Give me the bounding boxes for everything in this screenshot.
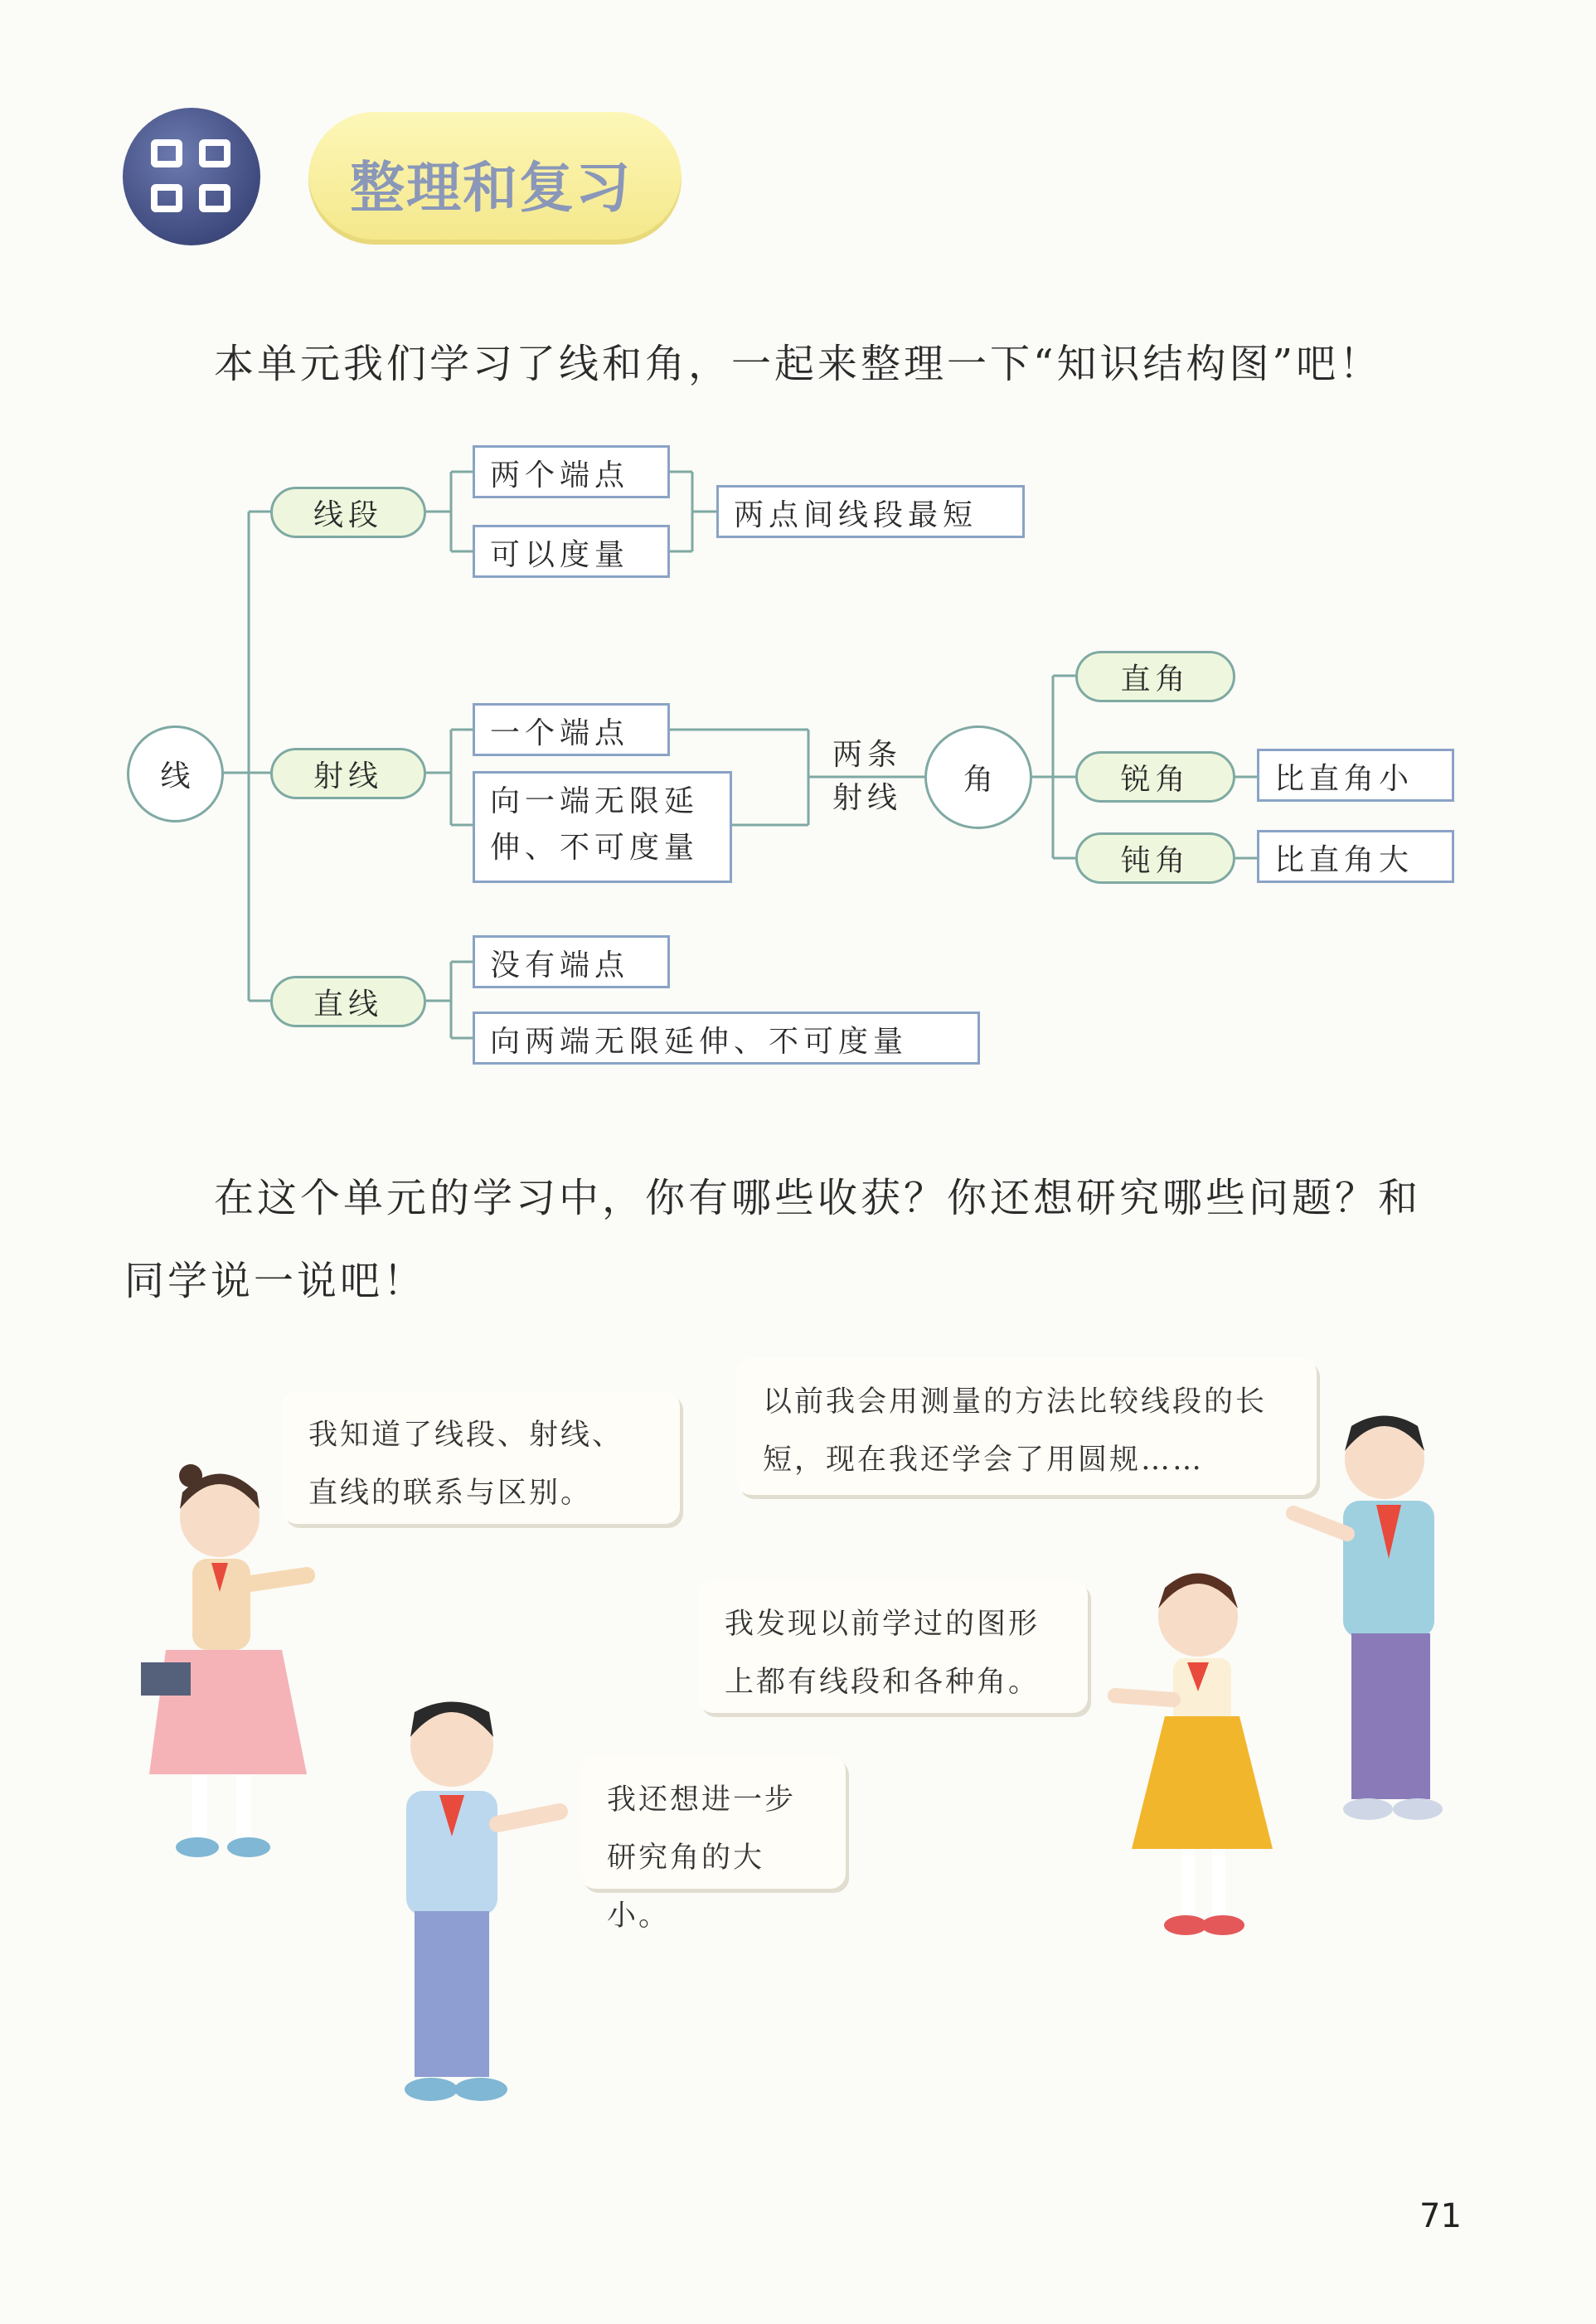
student-boy-right-illustration — [1277, 1401, 1476, 1832]
node-segment: 线段 — [270, 487, 426, 538]
diagram-connectors — [0, 0, 1596, 1094]
node-obtuse-angle: 钝角 — [1075, 832, 1235, 884]
student-girl-left-illustration — [133, 1459, 348, 1890]
acute-angle-note: 比直角小 — [1257, 749, 1454, 802]
line-prop-2: 向两端无限延伸、不可度量 — [473, 1012, 980, 1065]
node-acute-angle: 锐角 — [1075, 751, 1235, 803]
student-boy-middle-illustration — [381, 1683, 580, 2131]
speech-bubble-2: 以前我会用测量的方法比较线段的长短，现在我还学会了用圆规…… — [736, 1358, 1317, 1495]
segment-prop-2: 可以度量 — [473, 525, 670, 578]
intro-text: 本单元我们学习了线和角，一起来整理一下“知识结构图”吧！ — [214, 341, 1383, 387]
speech-bubble-1: 我知道了线段、射线、直线的联系与区别。 — [282, 1391, 680, 1524]
node-ray: 射线 — [270, 748, 426, 799]
node-straight-line: 直线 — [270, 976, 426, 1027]
ray-prop-1: 一个端点 — [473, 703, 670, 756]
ray-prop-2: 向一端无限延伸、不可度量 — [473, 771, 732, 883]
obtuse-angle-note: 比直角大 — [1257, 830, 1454, 883]
segment-prop-1: 两个端点 — [473, 445, 670, 498]
two-rays-label: 两条射线 — [832, 738, 902, 815]
knowledge-diagram — [0, 0, 1596, 1094]
question-text: 在这个单元的学习中，你有哪些收获？你还想研究哪些问题？和同学说一说吧！ — [124, 1175, 1422, 1304]
section-title: 整理和复习 — [308, 112, 682, 245]
speech-bubble-4: 我还想进一步研究角的大小。 — [580, 1756, 846, 1889]
speech-bubble-3: 我发现以前学过的图形上都有线段和各种角。 — [698, 1580, 1088, 1713]
line-prop-1: 没有端点 — [473, 935, 670, 988]
segment-conclusion: 两点间线段最短 — [716, 485, 1025, 538]
node-angle: 角 — [924, 725, 1032, 829]
page-number: 71 — [1419, 2197, 1462, 2235]
node-right-angle: 直角 — [1075, 651, 1235, 702]
root-node-line: 线 — [127, 725, 224, 822]
